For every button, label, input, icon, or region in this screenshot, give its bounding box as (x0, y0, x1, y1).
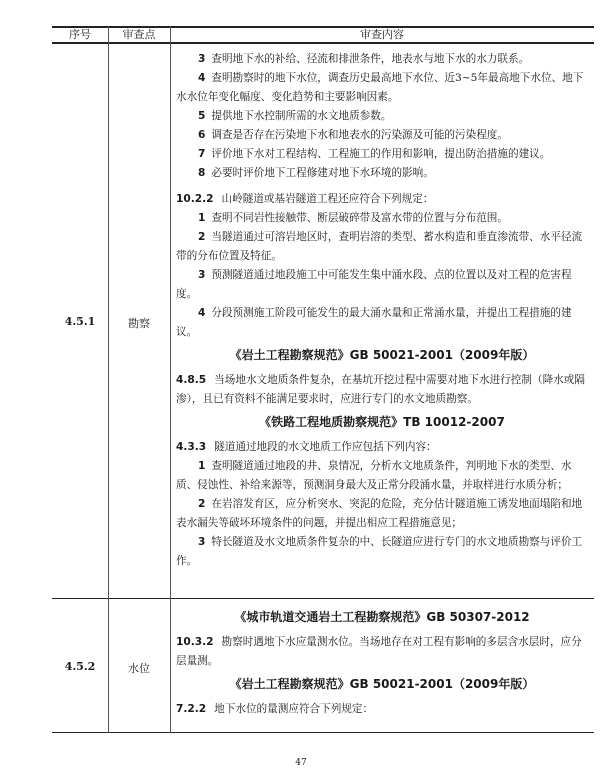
standard-title: 《城市轨道交通岩土工程勘察规范》GB 50307-2012 (234, 610, 530, 624)
list-item: 2 在岩溶发育区，应分析突水、突泥的危险，充分估计隧道施工诱发地面塌陷和地表水漏失等破坏环境条件的问题，并提出相应工程措施意见； (176, 498, 583, 529)
list-item: 7 评价地下水对工程结构、工程施工的作用和影响，提出防治措施的建议。 (198, 148, 551, 160)
clause: 7.2.2 地下水位的量测应符合下列规定： (176, 703, 374, 715)
page-number: 47 (295, 758, 307, 768)
clause: 4.3.3 隧道通过地段的水文地质工作应包括下列内容： (176, 441, 437, 453)
column-divider (170, 26, 171, 733)
list-item: 1 查明不同岩性接触带、断层破碎带及富水带的位置与分布范围。 (198, 212, 508, 224)
list-item: 3 预测隧道通过地段施工中可能发生集中涌水段、点的位置以及对工程的危害程度。 (176, 269, 572, 300)
list-item: 4 分段预测施工阶段可能发生的最大涌水量和正常涌水量，并提出工程措施的建议。 (176, 307, 572, 338)
list-item: 6 调查是否存在污染地下水和地表水的污染源及可能的污染程度。 (198, 129, 508, 141)
list-item: 3 查明地下水的补给、径流和排泄条件，地表水与地下水的水力联系。 (198, 53, 530, 65)
row-divider (52, 598, 594, 599)
clause: 10.2.2 山岭隧道或基岩隧道工程还应符合下列规定： (176, 193, 434, 205)
standard-title: 《岩土工程勘察规范》GB 50021-2001（2009年版） (229, 348, 535, 362)
list-item: 5 提供地下水控制所需的水文地质参数。 (198, 110, 392, 122)
row-check-point: 勘察 (128, 317, 150, 330)
row-content (176, 50, 588, 571)
clause: 10.3.2 勘察时遇地下水应量测水位。当场地存在对工程有影响的多层含水层时，应分层量测。 (176, 636, 582, 667)
standard-title: 《铁路工程地质勘察规范》TB 10012-2007 (259, 415, 505, 429)
column-divider (108, 26, 109, 733)
row-content (176, 604, 588, 719)
header-check-content: 审查内容 (360, 28, 404, 41)
clause: 4.8.5 当场地水文地质条件复杂，在基坑开挖过程中需要对地下水进行控制（降水或隔渗），且已有资料不能满足要求时，应进行专门的水文地质勘察。 (176, 374, 585, 405)
row-check-point: 水位 (128, 662, 150, 675)
list-item: 1 查明隧道通过地段的井、泉情况，分析水文地质条件，判明地下水的类型、水质、侵蚀性、补给来源等，预测洞身最大及正常分段涌水量，并取样进行水质分析； (176, 460, 572, 491)
header-seq: 序号 (69, 28, 91, 41)
header-bottom-rule (52, 42, 594, 44)
row-id: 4.5.2 (64, 660, 96, 673)
list-item: 4 查明勘察时的地下水位，调查历史最高地下水位、近3~5年最高地下水位、地下水水位年变化幅度、变化趋势和主要影响因素。 (176, 72, 584, 103)
table-bottom-rule (52, 732, 594, 733)
row-id: 4.5.1 (64, 315, 96, 328)
list-item: 3 特长隧道及水文地质条件复杂的中、长隧道应进行专门的水文地质勘察与评价工作。 (176, 536, 583, 567)
list-item: 2 当隧道通过可溶岩地区时，查明岩溶的类型、蓄水构造和垂直渗流带、水平径流带的分布位置及特征。 (176, 231, 583, 262)
header-check-point: 审查点 (122, 28, 156, 41)
list-item: 8 必要时评价地下工程修建对地下水环境的影响。 (198, 167, 434, 179)
standard-title: 《岩土工程勘察规范》GB 50021-2001（2009年版） (229, 677, 535, 691)
